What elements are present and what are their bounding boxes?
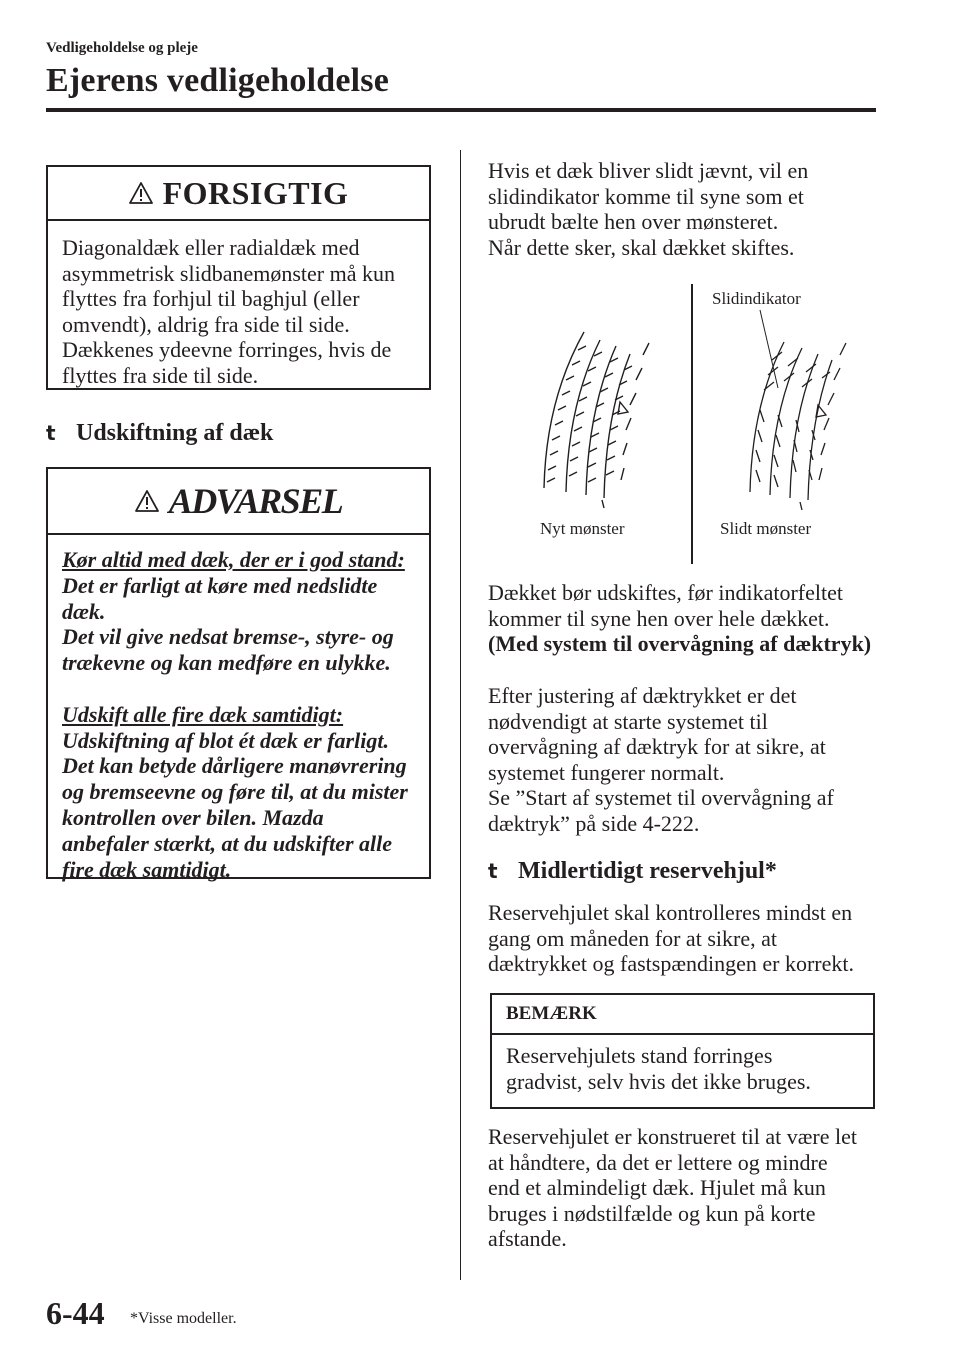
caution-line: Diagonaldæk eller radialdæk med	[62, 235, 360, 260]
caution-header	[48, 167, 429, 221]
tpms-line: systemet fungerer normalt.	[488, 759, 725, 785]
page-number: 6-44	[46, 1295, 105, 1331]
warning-body	[48, 535, 429, 882]
bullet-glyph: t	[46, 421, 56, 445]
warning-line: og bremseevne og føre til, at du mister	[62, 779, 408, 805]
label-wear-indicator: Slidindikator	[712, 289, 801, 308]
caution-line: asymmetrisk slidbanemønster må kun	[62, 260, 395, 286]
caution-line: Dækkenes ydeevne forringes, hvis de	[62, 337, 392, 363]
warning-line: Det vil give nedsat bremse-, styre- og	[62, 624, 394, 650]
tpms-line: nødvendigt at starte systemet til	[488, 708, 768, 734]
spare-wheel-heading	[488, 858, 777, 885]
wear-indicator-intro	[488, 158, 888, 260]
replace-line: kommer til syne hen over hele dækket.	[488, 605, 830, 631]
spare-info-line: afstande.	[488, 1226, 567, 1252]
caution-box	[46, 165, 431, 390]
warning-line: anbefaler stærkt, at du udskifter alle	[62, 830, 393, 856]
warning-line: kontrollen over bilen. Mazda	[62, 804, 324, 830]
tire-replacement-heading	[46, 420, 273, 447]
caution-body	[48, 221, 429, 389]
caution-line: flyttes fra forhjul til baghjul (eller	[62, 286, 360, 312]
title-rule	[46, 108, 876, 112]
note-line: Reservehjulets stand forringes	[506, 1043, 773, 1068]
warning-line: dæk.	[62, 598, 106, 624]
warning-line: Udskiftning af blot ét dæk er farligt.	[62, 727, 389, 753]
spare-info-line: bruges i nødstilfælde og kun på korte	[488, 1200, 816, 1226]
spare-info-line: at håndtere, da det er lettere og mindre	[488, 1149, 828, 1175]
warning-line: trækevne og kan medføre en ulykke.	[62, 650, 391, 676]
intro-line: ubrudt bælte hen over mønsteret.	[488, 209, 779, 235]
spare-info-paragraph	[488, 1124, 888, 1252]
column-divider	[460, 150, 461, 1280]
replace-line: Dækket bør udskiftes, før indikatorfeltet	[488, 580, 843, 605]
warning-triangle-icon	[129, 181, 153, 205]
tire-replacement-title: Udskiftning af dæk	[76, 420, 274, 446]
caution-line: flyttes fra side til side.	[62, 362, 259, 388]
caution-heading: FORSIGTIG	[162, 174, 349, 211]
warning-line: fire dæk samtidigt.	[62, 856, 232, 882]
warning-line: Det kan betyde dårligere manøvrering	[62, 753, 407, 779]
spare-line: Reservehjulet skal kontrolleres mindst en	[488, 900, 853, 925]
bullet-glyph: t	[488, 859, 498, 883]
warning-box	[46, 467, 431, 882]
label-worn-pattern: Slidt mønster	[720, 519, 812, 538]
caution-line: omvendt), aldrig fra side til side.	[62, 311, 350, 337]
note-line: gradvist, selv hvis det ikke bruges.	[506, 1068, 811, 1094]
spare-info-line: end et almindeligt dæk. Hjulet må kun	[488, 1175, 826, 1201]
intro-line: slidindikator komme til syne som et	[488, 183, 804, 209]
spare-check-paragraph	[488, 900, 888, 977]
new-tread-illustration	[544, 332, 649, 508]
spare-line: gang om måneden for at sikre, at	[488, 925, 777, 951]
replace-instruction	[488, 580, 888, 657]
note-box	[490, 993, 875, 1109]
warning-triangle-icon	[135, 489, 159, 513]
spare-wheel-title: Midlertidigt reservehjul*	[518, 858, 777, 884]
label-new-pattern: Nyt mønster	[540, 519, 625, 538]
note-body	[492, 1035, 873, 1094]
tread-wear-figure	[488, 280, 888, 570]
spare-line: dæktrykket og fastspændingen er korrekt.	[488, 951, 854, 977]
warning-line: Det er farligt at køre med nedslidte	[62, 572, 378, 598]
spare-info-line: Reservehjulet er konstrueret til at være let	[488, 1124, 857, 1149]
chapter-title: Ejerens vedligeholdelse	[46, 62, 390, 99]
footnote: *Visse modeller.	[130, 1310, 237, 1327]
tpms-paragraph	[488, 683, 888, 837]
tpms-line: Se ”Start af systemet til overvågning af	[488, 785, 834, 811]
tpms-heading: (Med system til overvågning af dæktryk)	[488, 631, 872, 657]
warning-para2-title: Udskift alle fire dæk samtidigt:	[62, 701, 344, 727]
worn-tread-illustration	[750, 342, 846, 510]
tpms-line: overvågning af dæktryk for at sikre, at	[488, 734, 826, 760]
tpms-line: Efter justering af dæktrykket er det	[488, 683, 797, 708]
warning-para1-title: Kør altid med dæk, der er i god stand:	[62, 547, 405, 572]
section-label: Vedligeholdelse og pleje	[46, 40, 198, 56]
warning-header	[48, 469, 429, 535]
intro-line: Når dette sker, skal dækket skiftes.	[488, 234, 795, 260]
intro-line: Hvis et dæk bliver slidt jævnt, vil en	[488, 158, 809, 183]
note-heading: BEMÆRK	[492, 995, 873, 1035]
tpms-line: dæktryk” på side 4-222.	[488, 810, 700, 836]
warning-heading: ADVARSEL	[168, 481, 343, 521]
